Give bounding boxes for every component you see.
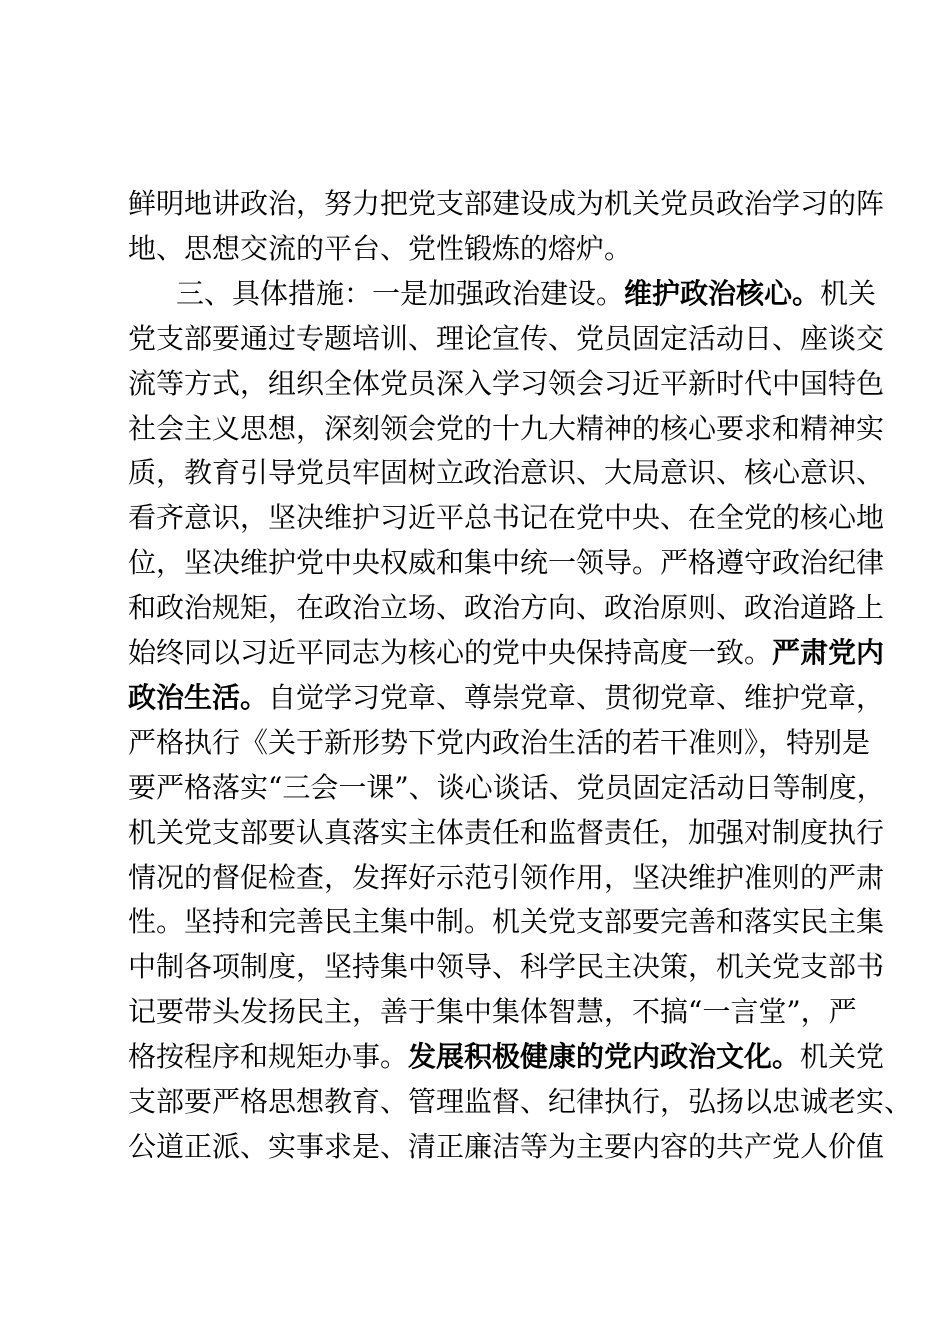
text-run: 中制各项制度，坚持集中领导、科学民主决策，机关党支部书 [128, 950, 885, 984]
text-line [128, 900, 885, 944]
text-line [128, 766, 885, 810]
text-line [176, 272, 877, 316]
text-line [128, 407, 885, 451]
text-run: 地、思想交流的平台、党性锻炼的熔炉。 [128, 231, 633, 265]
text-line [128, 182, 885, 226]
text-line [128, 541, 885, 585]
text-line [128, 496, 885, 540]
bold-heading-run: 维护政治核心。 [624, 276, 821, 310]
text-run: 始终同以习近平同志为核心的党中央保持高度一致。 [128, 636, 773, 669]
text-run: 党支部要通过专题培训、理论宣传、党员固定活动日、座谈交 [128, 321, 885, 355]
text-line [128, 811, 885, 855]
bold-heading-run: 严肃党内 [772, 636, 885, 669]
text-run: 自觉学习党章、尊崇党章、贯彻党章、维护党章， [268, 680, 885, 714]
text-run: 要严格落实“三会一课”、谈心谈话、党员固定活动日等制度， [128, 770, 885, 804]
text-run: 机关党支部要认真落实主体责任和监督责任，加强对制度执行 [128, 815, 885, 849]
text-line [128, 990, 857, 1034]
text-run: 和政治规矩，在政治立场、政治方向、政治原则、政治道路上 [128, 591, 885, 625]
text-line [128, 721, 871, 765]
text-run: 看齐意识，坚决维护习近平总书记在党中央、在全党的核心地 [128, 501, 885, 535]
text-run: 记要带头发扬民主，善于集中集体智慧，不搞“一言堂”，严 [128, 995, 857, 1029]
text-run: 位，坚决维护党中央权威和集中统一领导。严格遵守政治纪律 [128, 546, 885, 580]
text-run: 鲜明地讲政治，努力把党支部建设成为机关党员政治学习的阵 [128, 187, 885, 220]
text-run: 严格执行《关于新形势下党内政治生活的若干准则》，特别是 [128, 725, 871, 759]
text-line [128, 631, 885, 675]
text-run: 机关党 [800, 1040, 885, 1074]
text-run: 社会主义思想，深刻领会党的十九大精神的核心要求和精神实 [128, 411, 885, 445]
text-line [128, 676, 885, 720]
text-line [128, 227, 828, 271]
text-run: 情况的督促检查，发挥好示范引领作用，坚决维护准则的严肃 [128, 860, 885, 894]
text-run: 性。坚持和完善民主集中制。机关党支部要完善和落实民主集 [128, 905, 885, 939]
text-line [128, 856, 885, 900]
text-run: 机关 [820, 276, 877, 310]
bold-heading-run: 发展积极健康的党内政治文化。 [408, 1040, 801, 1074]
text-line [128, 1080, 913, 1124]
text-line [128, 317, 885, 361]
text-run: 公道正派、实事求是、清正廉洁等为主要内容的共产党人价值 [128, 1129, 885, 1163]
text-run: 支部要严格思想教育、管理监督、纪律执行，弘扬以忠诚老实、 [128, 1085, 913, 1118]
text-line [128, 1035, 885, 1079]
text-line [128, 451, 885, 495]
text-run: 质，教育引导党员牢固树立政治意识、大局意识、核心意识、 [128, 456, 885, 490]
bold-heading-run: 政治生活。 [128, 680, 269, 714]
text-run: 格按程序和规矩办事。 [128, 1040, 409, 1074]
text-line [128, 945, 885, 989]
text-line [128, 1125, 885, 1169]
text-line [128, 586, 885, 630]
text-line [128, 362, 885, 406]
text-run: 三、具体措施：一是加强政治建设。 [176, 276, 625, 310]
text-run: 流等方式，组织全体党员深入学习领会习近平新时代中国特色 [128, 366, 885, 400]
